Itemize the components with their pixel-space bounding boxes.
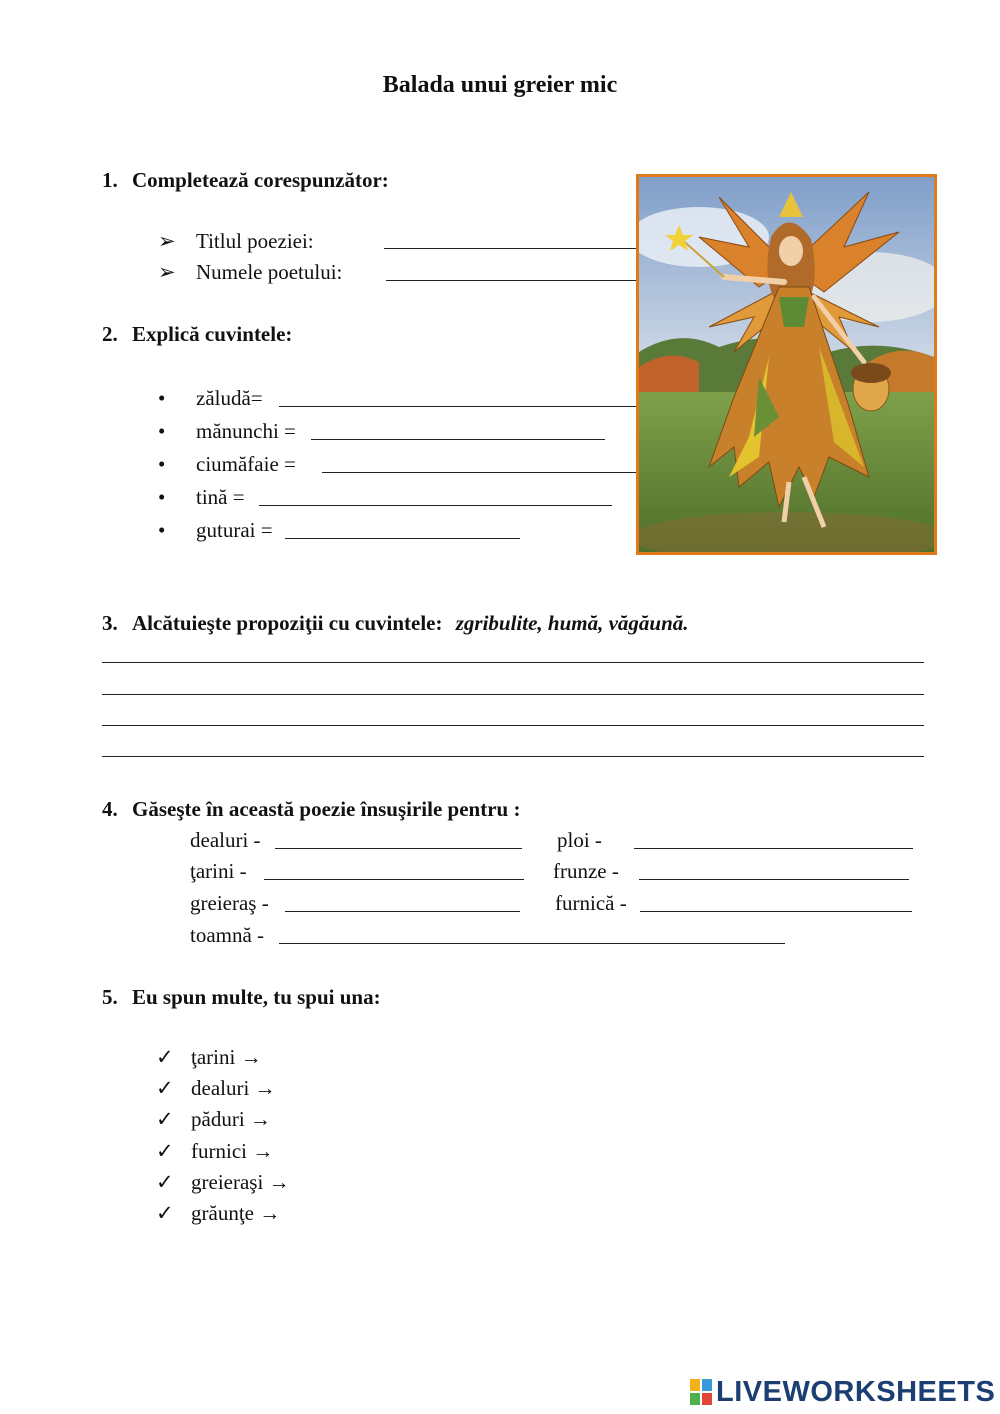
checkmark-icon: ✓ bbox=[156, 1139, 174, 1163]
section-number: 3. bbox=[102, 611, 118, 635]
title-answer-field[interactable] bbox=[384, 230, 636, 249]
bullet-icon: • bbox=[158, 485, 166, 509]
sentence-line-4[interactable] bbox=[102, 756, 924, 757]
bullet-icon: • bbox=[158, 419, 166, 443]
checkmark-icon: ✓ bbox=[156, 1045, 174, 1069]
list-item bbox=[156, 1107, 271, 1132]
property-label: greieraş - bbox=[190, 891, 269, 915]
item-label: Titlul poeziei: bbox=[196, 229, 314, 253]
list-item bbox=[156, 1045, 262, 1070]
property-field-greieras[interactable] bbox=[285, 893, 520, 912]
definition-field[interactable] bbox=[259, 487, 612, 506]
heading-text: Explică cuvintele: bbox=[132, 322, 293, 346]
heading-text: Completează corespunzător: bbox=[132, 168, 389, 192]
section-2-heading bbox=[102, 322, 292, 347]
page-title: Balada unui greier mic bbox=[382, 72, 618, 98]
property-label: furnică - bbox=[555, 891, 627, 915]
heading-text: Găseşte în această poezie însuşirile pentru : bbox=[132, 797, 521, 821]
section-number: 2. bbox=[102, 322, 118, 346]
item-label: guturai = bbox=[196, 518, 273, 542]
property-field-ploi[interactable] bbox=[634, 830, 913, 849]
list-item bbox=[156, 1201, 280, 1226]
autumn-fairy-illustration bbox=[636, 174, 937, 555]
poet-answer-field[interactable] bbox=[386, 262, 636, 281]
section-number: 5. bbox=[102, 985, 118, 1009]
item-label: mănunchi = bbox=[196, 419, 296, 443]
property-field-frunze[interactable] bbox=[639, 861, 909, 880]
item-label: ciumăfaie = bbox=[196, 452, 296, 476]
item-label: greieraşi → bbox=[191, 1170, 290, 1194]
property-label: ţarini - bbox=[190, 859, 247, 883]
definition-field[interactable] bbox=[322, 454, 636, 473]
item-label: păduri → bbox=[191, 1107, 271, 1131]
section-number: 4. bbox=[102, 797, 118, 821]
bullet-icon: • bbox=[158, 518, 166, 542]
arrow-bullet-icon: ➢ bbox=[158, 229, 176, 253]
property-field-furnica[interactable] bbox=[640, 893, 912, 912]
checkmark-icon: ✓ bbox=[156, 1170, 174, 1194]
list-item bbox=[158, 260, 342, 285]
liveworksheets-logo bbox=[690, 1374, 995, 1410]
property-label: dealuri - bbox=[190, 828, 261, 852]
property-field-toamna[interactable] bbox=[279, 925, 785, 944]
list-item bbox=[158, 485, 245, 510]
section-4-heading bbox=[102, 797, 520, 822]
checkmark-icon: ✓ bbox=[156, 1076, 174, 1100]
property-field-tarini[interactable] bbox=[264, 861, 524, 880]
section-3-heading bbox=[102, 611, 689, 636]
item-label: zăludă= bbox=[196, 386, 263, 410]
arrow-bullet-icon: ➢ bbox=[158, 260, 176, 284]
item-label: furnici → bbox=[191, 1139, 274, 1163]
definition-field[interactable] bbox=[285, 520, 520, 539]
bullet-icon: • bbox=[158, 386, 166, 410]
list-item bbox=[156, 1139, 273, 1164]
bullet-icon: • bbox=[158, 452, 166, 476]
heading-text: Eu spun multe, tu spui una: bbox=[132, 985, 381, 1009]
list-item bbox=[156, 1076, 276, 1101]
sentence-line-1[interactable] bbox=[102, 662, 924, 663]
section-1-heading bbox=[102, 168, 389, 193]
item-label: dealuri → bbox=[191, 1076, 276, 1100]
list-item bbox=[158, 452, 296, 477]
property-label: frunze - bbox=[553, 859, 619, 883]
heading-text: Alcătuieşte propoziţii cu cuvintele: bbox=[132, 611, 443, 635]
definition-field[interactable] bbox=[311, 421, 605, 440]
list-item bbox=[158, 229, 314, 254]
logo-text: LIVEWORKSHEETS bbox=[716, 1375, 996, 1408]
list-item bbox=[158, 386, 263, 411]
property-label: ploi - bbox=[557, 828, 602, 852]
property-label: toamnă - bbox=[190, 923, 265, 947]
property-field-dealuri[interactable] bbox=[275, 830, 522, 849]
section-5-heading bbox=[102, 985, 381, 1010]
list-item bbox=[158, 518, 273, 543]
sentence-line-3[interactable] bbox=[102, 725, 924, 726]
list-item bbox=[158, 419, 296, 444]
checkmark-icon: ✓ bbox=[156, 1201, 174, 1225]
section-number: 1. bbox=[102, 168, 118, 192]
item-label: tină = bbox=[196, 485, 245, 509]
item-label: Numele poetului: bbox=[196, 260, 343, 284]
list-item bbox=[156, 1170, 290, 1195]
fairy-image bbox=[639, 177, 934, 552]
words-list: zgribulite, humă, văgăună. bbox=[455, 611, 689, 635]
sentence-line-2[interactable] bbox=[102, 694, 924, 695]
item-label: grăunţe → bbox=[191, 1201, 281, 1225]
item-label: ţarini → bbox=[191, 1045, 262, 1069]
checkmark-icon: ✓ bbox=[156, 1107, 174, 1131]
definition-field[interactable] bbox=[279, 388, 636, 407]
liveworksheets-logo-icon bbox=[690, 1379, 712, 1405]
